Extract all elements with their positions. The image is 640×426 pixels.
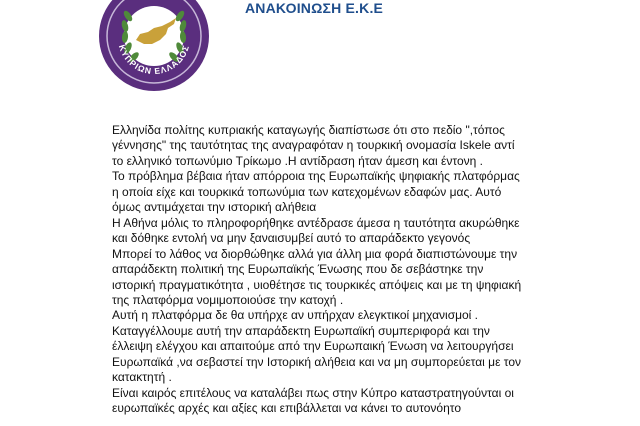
body-line: Ελληνίδα πολίτης κυπριακής καταγωγής διαπίστωσε ότι στο πεδίο ",τόπος — [112, 123, 505, 137]
body-line: το ελληνικό τοπωνύμιο Τρίκωμο .Η αντίδραση ήταν άμεση και έντονη . — [112, 153, 483, 168]
body-line: Είναι καιρός επιτέλους να καταλάβει πως στην Κύπρο καταστρατηγούνται οι — [112, 385, 514, 400]
body-line: Καταγγέλλουμε αυτή την απαράδεκτη Ευρωπαϊκή συμπεριφορά και την — [112, 323, 490, 338]
body-line: Μπορεί το λάθος να διορθώθηκε αλλά για άλλη μια φορά διαπιστώνουμε την — [112, 246, 518, 261]
body-line: απαράδεκτη πολιτική της Ευρωπαϊκής Ένωσης που δε σεβάστηκε την — [112, 262, 484, 277]
body-line: της πλατφόρμα νομιμοποιούσε την κατοχή . — [112, 292, 344, 307]
body-line: κατακτητή . — [112, 370, 172, 385]
organization-logo — [96, 0, 212, 94]
body-line: Το πρόβλημα βέβαια ήταν απόρροια της Ευρωπαϊκής ψηφιακής πλατφόρμας — [112, 169, 520, 184]
body-line: Η Αθήνα μόλις το πληροφορήθηκε αντέδρασε άμεσα η ταυτότητα ακυρώθηκε — [112, 215, 520, 230]
body-line: όμως αντιμάχεται την ιστορική αλήθεια — [112, 200, 317, 215]
body-line: γέννησης" της ταυτότητας της αναγραφόταν η τουρκική ονομασία Iskele αντί — [112, 138, 515, 153]
body-line: ιστορική πραγματικότητα , υιοθέτησε τις τουρκικές απόψεις και με τη ψηφιακή — [112, 277, 522, 292]
announcement-title: ΑΝΑΚΟΙΝΩΣΗ Ε.Κ.Ε — [245, 0, 384, 16]
body-line: και δόθηκε εντολή να μην ξαναισυμβεί αυτό το απαράδεκτο γεγονός — [112, 231, 471, 246]
announcement-body — [112, 123, 632, 417]
body-line: η οποία είχε και τουρκικά τοπωνύμια των κατεχομένων εδαφών μας. Αυτό — [112, 184, 502, 199]
body-line: έλλειψη ελέγχου και απαιτούμε από την Ευρωπαική Ένωση να λειτουργήσει — [112, 339, 514, 354]
body-line: ευρωπαϊκές αρχές και αξίες και επιβάλλεται να κάνει το αυτονόητο — [112, 401, 461, 416]
body-line: Αυτή η πλατφόρμα δε θα υπήρχε αν υπήρχαν ελεγκτικοί μηχανισμοί . — [112, 308, 479, 323]
logo-caption: ΚΥΠΡΙΩΝ ΕΛΛΑΔΟΣ — [116, 43, 192, 77]
logo-emblem — [96, 0, 212, 94]
body-line: Ευρωπαϊκά ,να σεβαστεί την Ιστορική αλήθεια και να μη συμπορεύεται με τον — [112, 354, 522, 369]
